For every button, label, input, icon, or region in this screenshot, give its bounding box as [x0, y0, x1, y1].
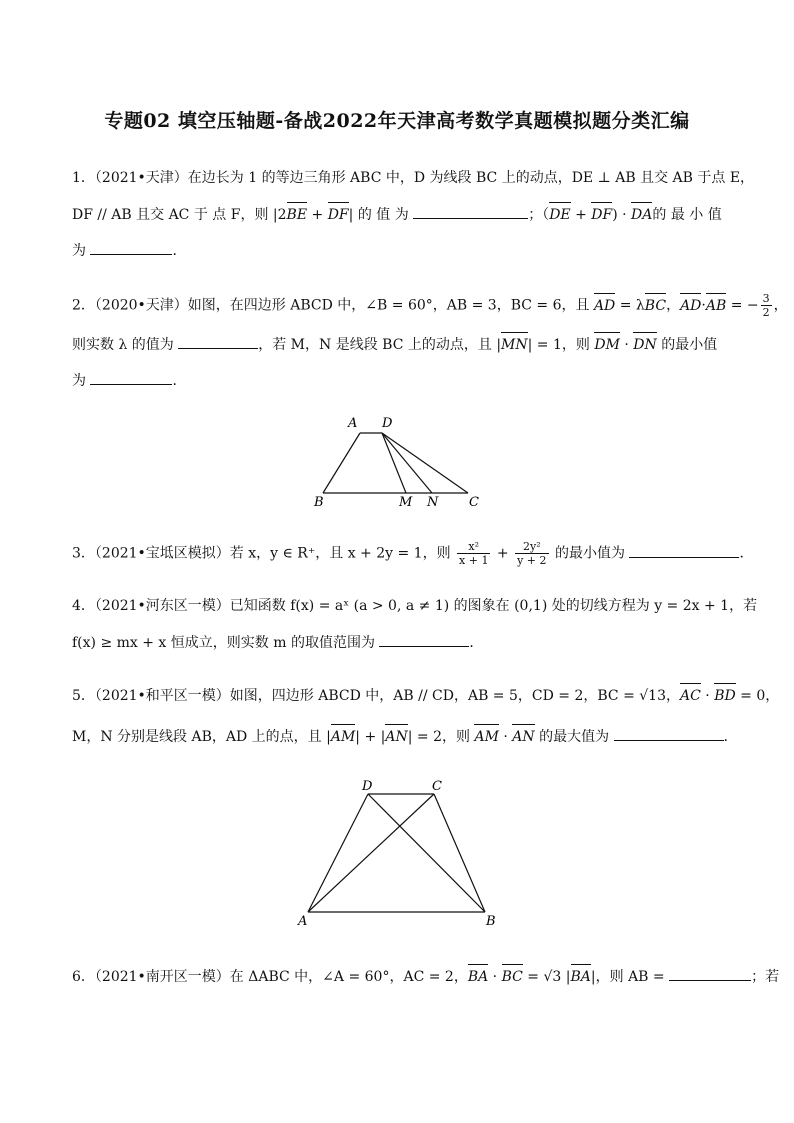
vector-ac: AC — [680, 688, 701, 704]
fraction-x2-over-x1 — [457, 540, 490, 567]
period: ． — [469, 635, 484, 651]
segment-da — [308, 794, 368, 912]
q4-text-1a: 4．（2021•河东区一模）已知函数 f(x) = aˣ (a > 0, a ≠ 1) 的图象在 (0,1) 处的切线方程为 y = 2x + 1，若 — [72, 598, 758, 614]
q1-text: 1．（2021•天津）在边长为 1 的等边三角形 ABC 中，D 为线段 BC 上的动点，DE ⊥ AB 且交 AB 于点 E， — [72, 170, 755, 186]
q2-text-2d: 的最小值 — [656, 337, 718, 353]
vector-be: BE — [286, 207, 308, 223]
vector-da: DA — [631, 207, 653, 223]
plus-sign: + — [307, 207, 328, 223]
diagonal-ac — [308, 794, 434, 912]
vector-an-2: AN — [512, 729, 535, 745]
dot-operator: · — [701, 297, 706, 314]
q5-text-2b: | + | — [355, 729, 386, 745]
q5-text-2a: M，N 分别是线段 AB，AD 上的点，且 | — [72, 729, 331, 745]
q2-line-1: 2．（2020•天津）如图，在四边形 ABCD 中，∠B = 60°，AB = 3，BC = 6，且 AD = λBC，AD·AB = − $\frac{3}{2}$ ， — [72, 292, 788, 319]
vector-ab: AB — [705, 297, 727, 314]
q2-text-1a: 2．（2020•天津）如图，在四边形 ABCD 中，∠B = 60°，AB = 3，BC = 6，且 — [72, 297, 594, 314]
label-a: A — [298, 914, 308, 929]
vector-df: DF — [327, 207, 349, 223]
page-title: 专题02 填空压轴题-备战2022年天津高考数学真题模拟题分类汇编 — [104, 110, 690, 132]
q3-text-1a: 3．（2021•宝坻区模拟）若 x，y ∈ R⁺，且 x + 2y = 1，则 — [72, 545, 456, 562]
q2-eq1: = λ — [615, 297, 645, 314]
label-d: D — [382, 416, 393, 431]
q2-text-3: 为 — [72, 373, 86, 389]
q5-text-1b: = 0， — [735, 688, 780, 704]
answer-blank-q4[interactable] — [379, 632, 469, 647]
label-b: B — [314, 495, 324, 510]
label-n: N — [427, 495, 439, 510]
vector-mn: MN — [501, 337, 528, 353]
q4-line-2 — [72, 632, 732, 653]
q2-eq2: = − — [726, 297, 759, 314]
q5-text-2c: | = 2，则 — [407, 729, 475, 745]
period: ． — [172, 243, 187, 259]
label-m: M — [399, 495, 413, 510]
q2-text-2b: ，若 M，N 是线段 BC 上的动点，且 | — [258, 337, 502, 353]
q3-line-1 — [72, 540, 754, 567]
q1-text-2d: 的 最 小 值 — [652, 207, 722, 223]
answer-blank-q6a[interactable] — [669, 966, 751, 981]
vector-an: AN — [385, 729, 408, 745]
frac2-den: y + 2 — [517, 554, 547, 567]
vector-am: AM — [330, 729, 356, 745]
fraction-3-2 — [761, 292, 772, 319]
vector-bc: BC — [501, 969, 523, 985]
vector-de: DE — [549, 207, 571, 223]
vector-am-2: AM — [474, 729, 499, 745]
vector-dm: DM — [594, 337, 620, 353]
q6-line-1: 6．（2021•南开区一模）在 ΔABC 中，∠A = 60°，AC = 2，BA · BC = √3 |BA|，则 AB = ；若 — [72, 966, 732, 987]
figure-trapezoid-1 — [300, 410, 500, 510]
q4-text-2a: f(x) ≥ mx + x 恒成立，则实数 m 的取值范围为 — [72, 635, 375, 651]
q6-text-1d: ；若 — [751, 969, 780, 985]
vector-ba: BA — [467, 969, 489, 985]
q1-text-2a: DF // AB 且交 AC 于 点 F，则 |2 — [72, 207, 287, 223]
answer-blank-q2b[interactable] — [90, 370, 172, 385]
q5-text-1a: 5．（2021•和平区一模）如图，四边形 ABCD 中，AB // CD，AB = 5，CD = 2，BC = √13， — [72, 688, 680, 704]
figure-trapezoid-2 — [290, 772, 510, 932]
q1-line-2: DF // AB 且交 AC 于 点 F，则 |2BE + DF| 的 值 为 ；（DE + DF) · DA的 最 小 值 — [72, 204, 732, 225]
answer-blank-q2a[interactable] — [178, 334, 258, 349]
segment-cb — [434, 794, 485, 912]
answer-blank-q5[interactable] — [614, 726, 724, 741]
q5-line-2: M，N 分别是线段 AB，AD 上的点，且 |AM| + |AN| = 2，则 AM · AN 的最大值为 ． — [72, 726, 732, 747]
q6-text-1a: 6．（2021•南开区一模）在 ΔABC 中，∠A = 60°，AC = 2， — [72, 969, 468, 985]
q1-text-2c: ；（ — [528, 207, 550, 223]
q2-sep: ， — [666, 297, 681, 314]
segment-ab — [323, 433, 360, 493]
frac1-num: x² — [457, 540, 490, 554]
fraction-2y2-over-y2 — [515, 540, 548, 567]
q5-line-1: 5．（2021•和平区一模）如图，四边形 ABCD 中，AB // CD，AB = 5，CD = 2，BC = √13，AC · BD = 0， — [72, 688, 780, 704]
q2-line-3 — [72, 370, 732, 391]
q4-line-1 — [72, 596, 758, 616]
frac-num: 3 — [762, 292, 770, 305]
vector-ad: AD — [593, 297, 616, 314]
answer-blank-q1b[interactable] — [90, 240, 172, 255]
vector-bd: BD — [714, 688, 736, 704]
q1-line-3 — [72, 240, 732, 261]
q2-text-2a: 则实数 λ 的值为 — [72, 337, 179, 353]
q3-text-1b: 的最小值为 — [550, 545, 625, 562]
label-d: D — [362, 779, 373, 794]
q1-text-2b: | 的 值 为 — [348, 207, 414, 223]
period: ． — [723, 729, 738, 745]
vector-df-2: DF — [591, 207, 613, 223]
q6-text-1c: |，则 AB = — [590, 969, 665, 985]
label-c: C — [469, 495, 479, 510]
q1-line-1 — [72, 168, 755, 188]
period: ． — [172, 373, 187, 389]
vector-ad-2: AD — [680, 297, 702, 314]
diagonal-bd — [368, 794, 485, 912]
q6-text-1b: = √3 | — [522, 969, 571, 985]
label-a: A — [348, 416, 358, 431]
answer-blank-q3[interactable] — [629, 543, 739, 558]
period: ． — [739, 545, 754, 562]
q1-text-3: 为 — [72, 243, 86, 259]
q5-text-2d: 的最大值为 — [534, 729, 610, 745]
label-b: B — [486, 914, 496, 929]
vector-ba-2: BA — [570, 969, 591, 985]
label-c: C — [432, 779, 442, 794]
q2-text-2c: | = 1，则 — [527, 337, 595, 353]
vector-dn: DN — [633, 337, 657, 353]
plus-sign: + — [492, 545, 514, 562]
frac-den: 2 — [762, 306, 770, 319]
vector-bc: BC — [644, 297, 667, 314]
frac2-num: 2y² — [515, 540, 548, 554]
answer-blank-q1a[interactable] — [413, 204, 528, 219]
q2-line-2: 则实数 λ 的值为 ，若 M，N 是线段 BC 上的动点，且 |MN| = 1，则 DM · DN 的最小值 — [72, 334, 732, 355]
frac1-den: x + 1 — [459, 554, 489, 567]
